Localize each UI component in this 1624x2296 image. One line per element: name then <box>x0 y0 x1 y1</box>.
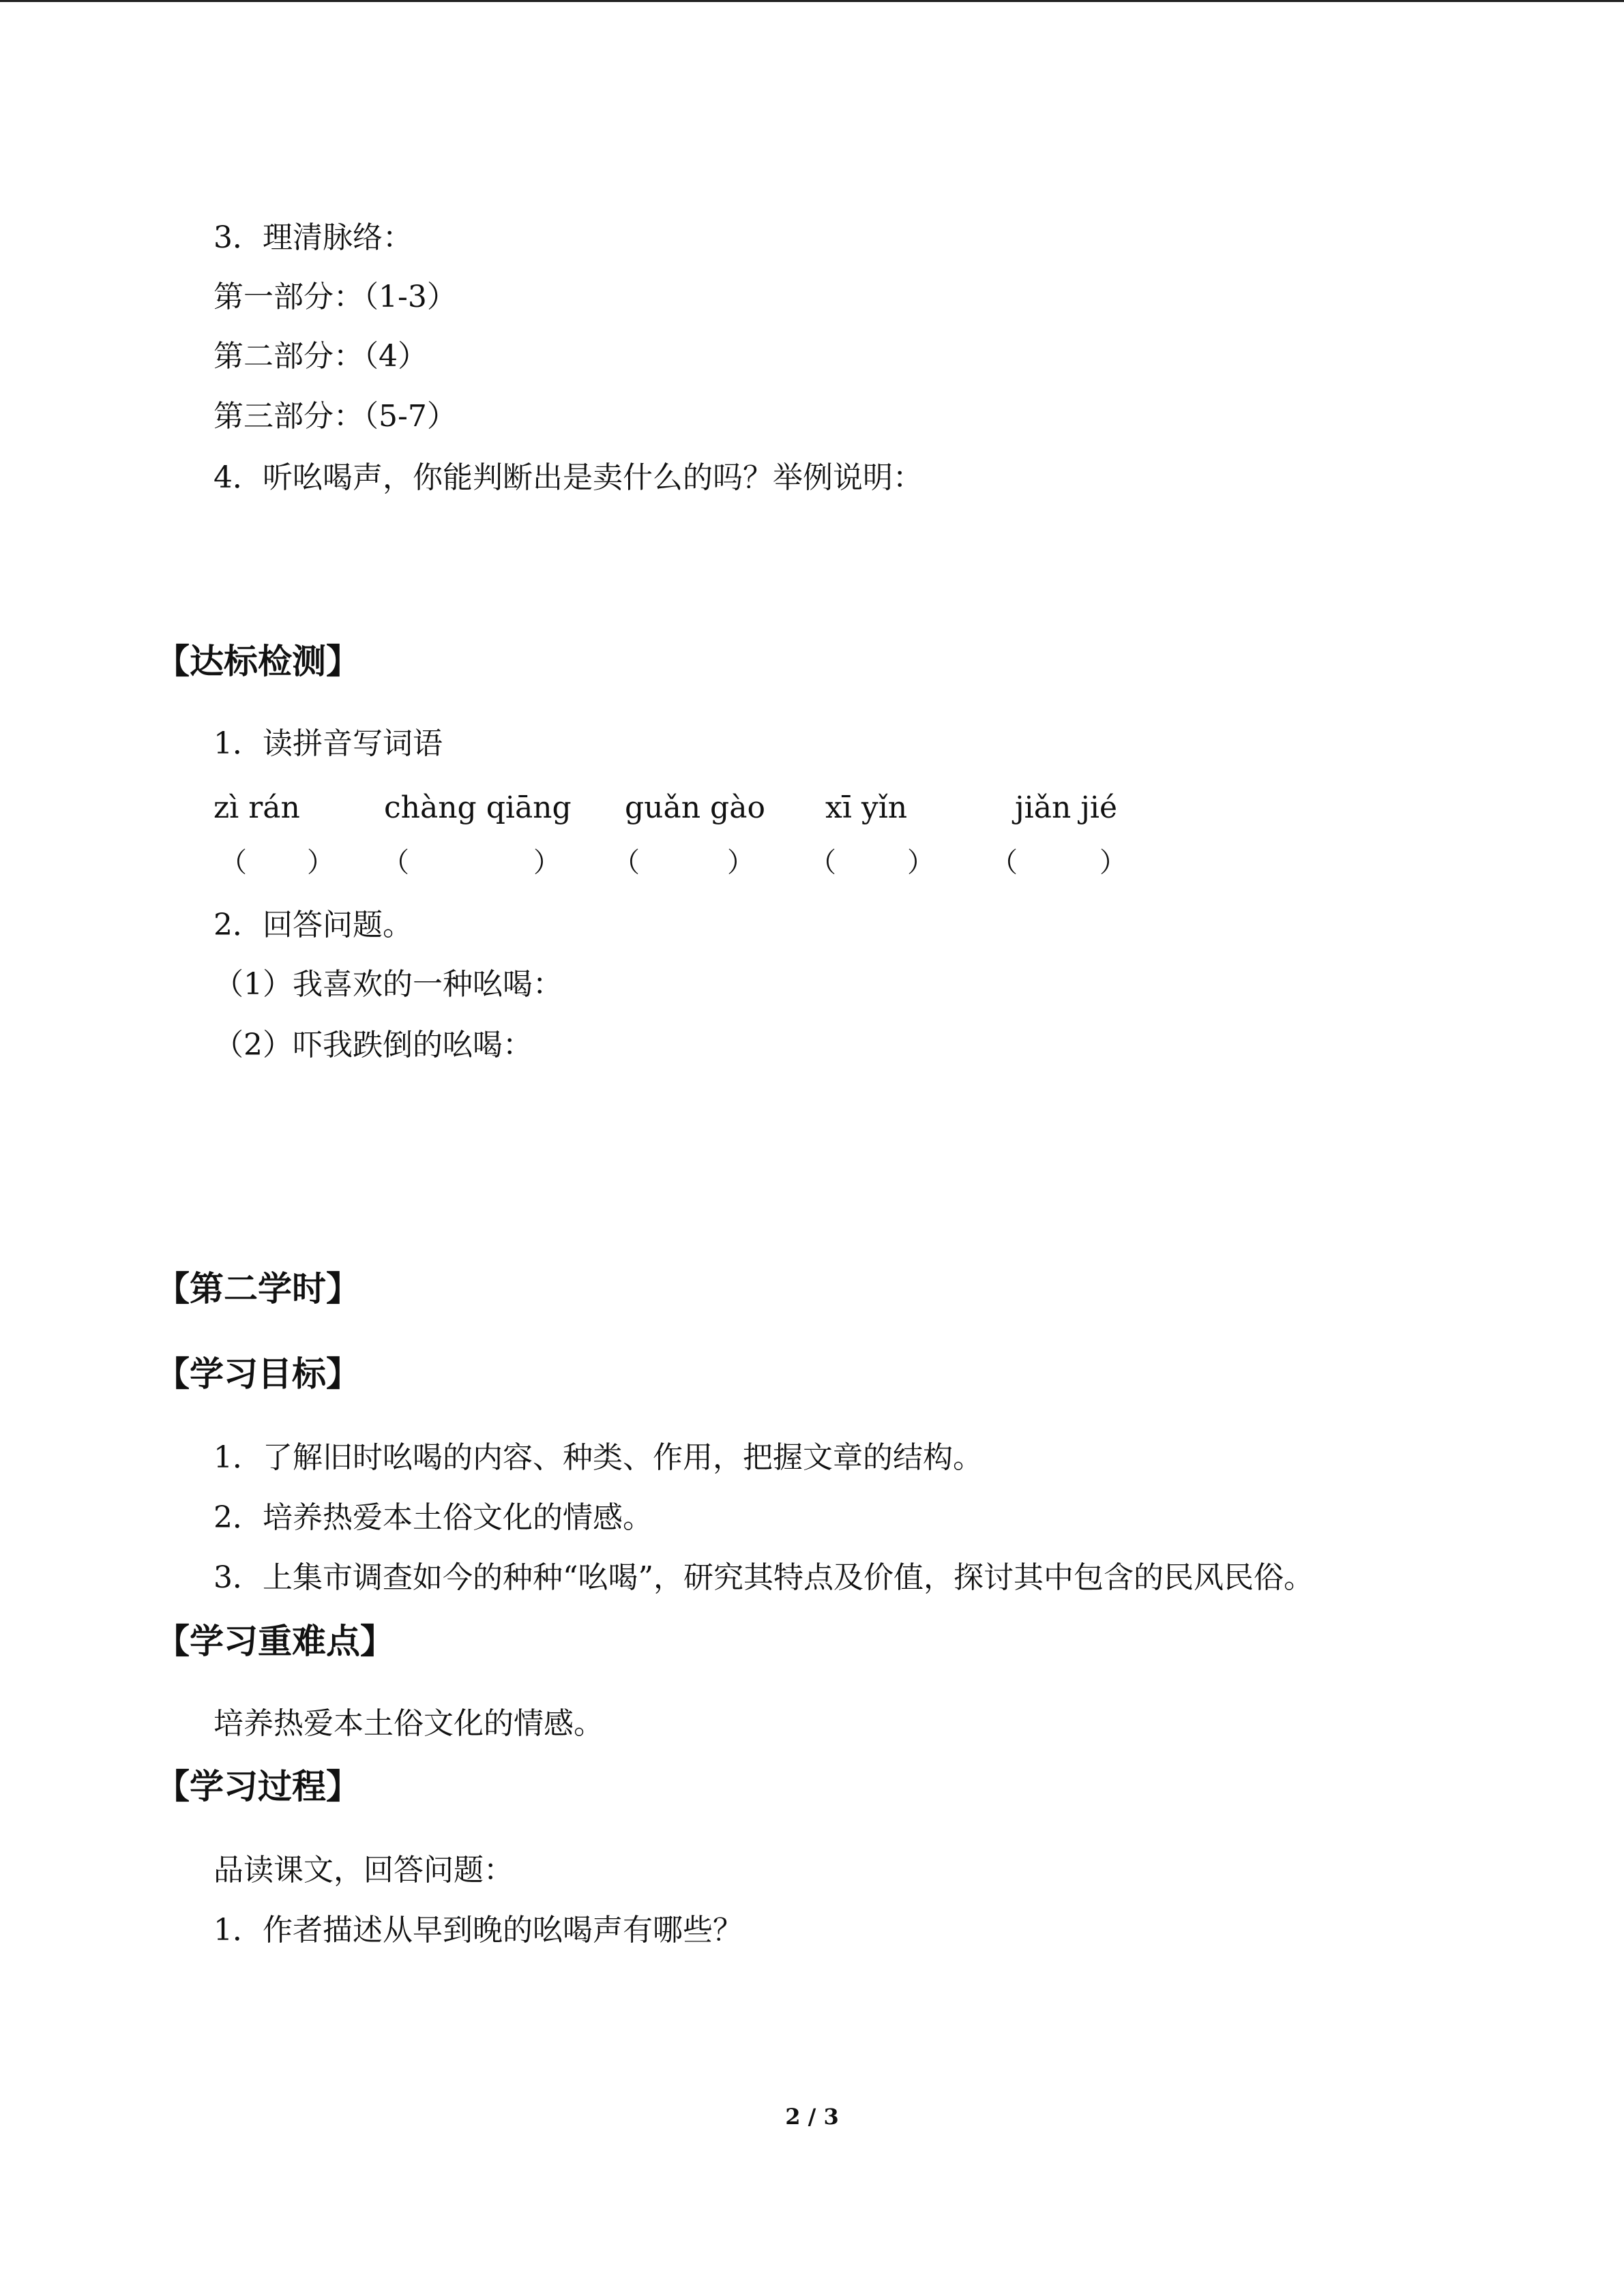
document-page: 3．理清脉络： 第一部分：（1-3） 第二部分：（4） 第三部分：（5-7） 4．听吆喝声，你能判断出是卖什么的吗？举例说明： 【达标检测】 1．读拼音写词语 zì rán chàng qiāng guǎn gào xī yǐn jiǎn jié （ ） （ ） （ ） （ ） （ ） 2．回答问题。 （1）我喜欢的一种吆喝： （2）吓我跌倒的吆喝： 【第二学时】 【学习目标】 1．了解旧时吆喝的内容、种类、作用，把握文章的结构。 2．培养热爱本土俗文化的情感。 3．上集市调查如今的种种“吆喝”，研究其特点及价值，探讨其中包含的民风民俗。 【学习重难点】 培养热爱本土俗文化的情感。 【学习过程】 品读课文，回答问题： 1．作者描述从早到晚的吆喝声有哪些？ 2 / 3 <box>0 0 1624 2296</box>
goal-1: 1．了解旧时吆喝的内容、种类、作用，把握文章的结构。 <box>213 1440 983 1475</box>
part-three: 第三部分：（5-7） <box>213 399 457 434</box>
section-heading-process: 【学习过程】 <box>156 1767 360 1806</box>
process-question-1: 1．作者描述从早到晚的吆喝声有哪些？ <box>213 1913 743 1948</box>
item-4: 4．听吆喝声，你能判断出是卖什么的吗？举例说明： <box>213 460 923 495</box>
key-points-text: 培养热爱本土俗文化的情感。 <box>213 1706 604 1741</box>
part-two: 第二部分：（4） <box>213 339 428 374</box>
pinyin-4: xī yǐn <box>825 790 908 825</box>
item-3: 3．理清脉络： <box>213 220 413 255</box>
test-question-2-2: （2）吓我跌倒的吆喝： <box>213 1028 533 1062</box>
pinyin-3: guǎn gào <box>625 790 765 825</box>
part-one: 第一部分：（1-3） <box>213 280 457 314</box>
pinyin-5: jiǎn jié <box>1015 790 1118 825</box>
section-heading-lesson-2: 【第二学时】 <box>156 1269 360 1309</box>
test-question-1: 1．读拼音写词语 <box>213 726 443 761</box>
test-question-2: 2．回答问题。 <box>213 908 413 942</box>
test-question-2-1: （1）我喜欢的一种吆喝： <box>213 967 563 1002</box>
process-intro: 品读课文，回答问题： <box>213 1853 514 1888</box>
goal-3: 3．上集市调查如今的种种“吆喝”，研究其特点及价值，探讨其中包含的民风民俗。 <box>213 1560 1314 1595</box>
pinyin-2: chàng qiāng <box>384 790 572 825</box>
goal-2: 2．培养热爱本土俗文化的情感。 <box>213 1500 653 1535</box>
pinyin-1: zì rán <box>213 790 300 825</box>
section-heading-test: 【达标检测】 <box>156 642 360 681</box>
page-number: 2 / 3 <box>785 2104 839 2130</box>
section-heading-key-points: 【学习重难点】 <box>156 1622 394 1661</box>
section-heading-goals: 【学习目标】 <box>156 1354 360 1394</box>
